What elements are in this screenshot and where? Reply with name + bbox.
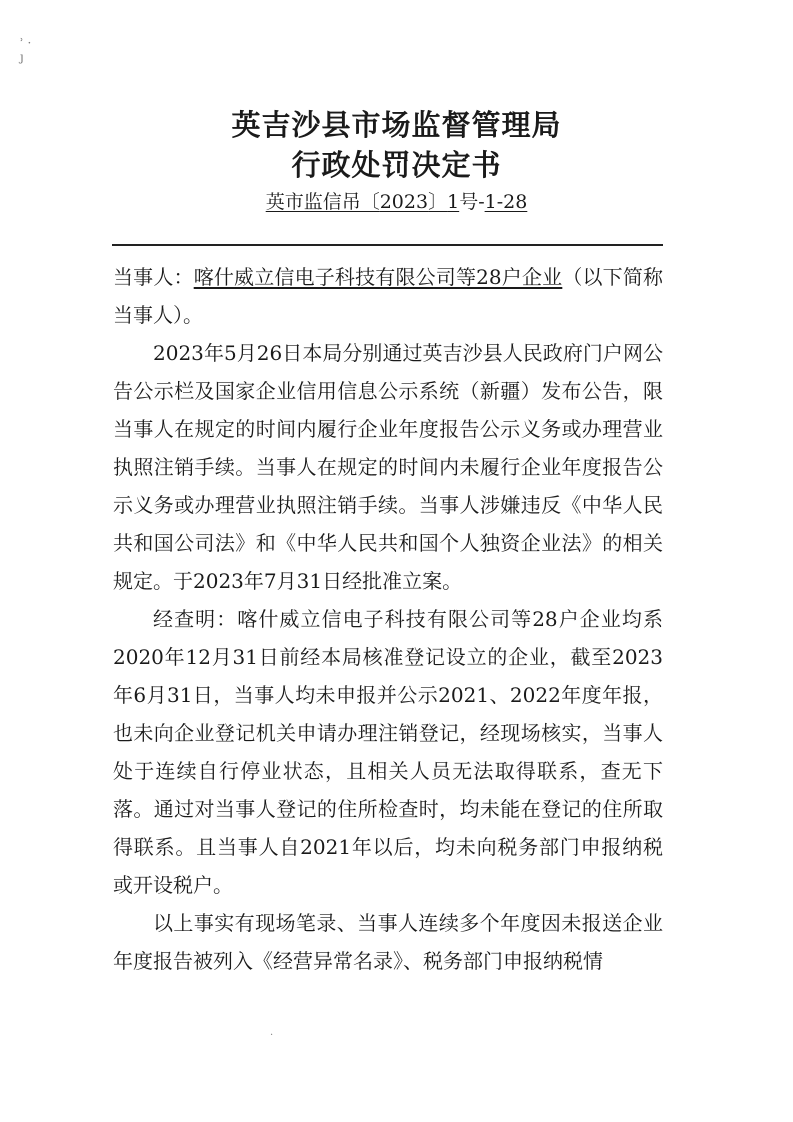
party-name: 喀什威立信电子科技有限公司等28户企业 — [193, 265, 563, 289]
paragraph-1: 2023年5月26日本局分别通过英吉沙县人民政府门户网公告公示栏及国家企业信用信息公示系统（新疆）发布公告，限当事人在规定的时间内履行企业年度报告公示义务或办理营业执照注销手续。当事人在规定的时间内未履行企业年度报告公示义务或办理营业执照注销手续。当事人涉嫌违反《中华人民共和国公司法》和《中华人民共和国个人独资企业法》的相关规定。于2023年7月31日经批准立案。 — [113, 341, 663, 593]
party-rest: （以下简称当事人）。 — [113, 265, 664, 327]
party-line — [113, 258, 663, 334]
document-number — [0, 188, 793, 216]
doc-num: 1 — [447, 191, 460, 213]
doc-prefix: 英市监信吊〔 — [265, 191, 380, 213]
paragraph-2: 经查明：喀什威立信电子科技有限公司等28户企业均系2020年12月31日前经本局核准登记设立的企业，截至2023年6月31日，当事人均未申报并公示2021、2022年度年报，也未向企业登记机关申请办理注销登记，经现场核实，当事人处于连续自行停业状态，且相关人员无法取得联系，查无下落。通过对当事人登记的住所检查时，均未能在登记的住所取得联系。且当事人自2021年以后，均未向税务部门申报纳税或开设税户。 — [113, 607, 663, 897]
document-body — [113, 258, 663, 980]
header-divider — [112, 244, 663, 246]
paragraph-3: 以上事实有现场笔录、当事人连续多个年度因未报送企业年度报告被列入《经营异常名录》、税务部门申报纳税情 — [113, 911, 663, 973]
doc-year: 2023 — [379, 191, 429, 213]
doc-bracket-close: 〕 — [428, 191, 448, 213]
doc-hao: 号- — [459, 191, 485, 213]
agency-title: 英吉沙县市场监督管理局 — [231, 108, 562, 142]
scan-mark: ʾ · ȷ — [20, 36, 32, 64]
party-label: 当事人： — [113, 265, 194, 289]
scan-speck: · — [270, 1030, 274, 1041]
document-title: 行政处罚决定书 — [291, 148, 502, 182]
doc-suffix: 1-28 — [484, 191, 528, 213]
